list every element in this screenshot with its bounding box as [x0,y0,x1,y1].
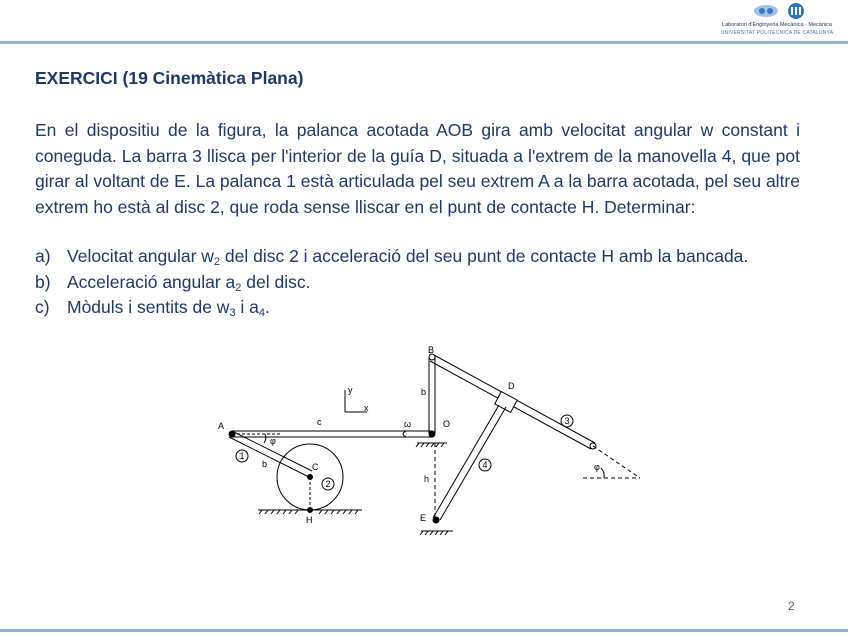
label-B: B [428,345,435,355]
label-y: y [348,385,353,395]
label-D: D [508,381,515,391]
label-n4: 4 [482,460,488,470]
logo-text-lab: Laboratori d'Enginyeria Mecànica · Mecànica [722,22,832,28]
page-number: 2 [788,599,795,613]
question-a [35,244,800,270]
question-marker: b) [35,271,51,292]
subscript: 4 [258,307,266,319]
question-c [35,295,800,321]
subscript: 3 [229,307,236,319]
question-text: Acceleració angular a [67,271,236,292]
label-C: C [312,462,319,472]
university-logo [712,2,842,38]
label-x: x [364,403,369,413]
header-rule [0,41,848,44]
question-text: . [265,297,270,317]
mechanism-figure [210,343,650,543]
question-b [35,270,800,296]
label-H: H [306,515,313,525]
label-c: c [317,417,322,427]
problem-statement: En el dispositiu de la figura, la palanca acotada AOB gira amb velocitat angular w constant i coneguda. La barra 3 llisca per l'interior de la guía D, situada a l'extrem de la manovella 4, que pot girar al voltant de E. La palanca 1 està articulada pel seu extrem A a la barra acotada, pel seu altre extrem ho està al disc 2, que roda sense lliscar en el punt de contacte H. Determinar: [35,120,800,217]
question-text: del disc 2 i acceleració del seu punt de contacte H amb la bancada. [220,246,749,266]
angle-arc-phi-2 [601,468,604,478]
logo-text-university: UNIVERSITAT POLITÈCNICA DE CATALUNYA [720,30,834,36]
label-n1: 1 [239,451,245,461]
label-b-upper: b [421,387,427,397]
footer-rule [0,629,848,632]
label-n3: 3 [564,416,570,426]
logo-icons [752,2,812,20]
label-phi-2: φ [594,462,600,472]
question-text: del disc. [241,271,311,292]
support-o [416,431,447,447]
label-h: h [424,474,430,484]
question-text: i a [235,297,259,317]
bar-b-vertical [421,357,435,434]
coordinate-axes [345,385,369,413]
omega-arrow [403,431,406,437]
label-b-lower: b [262,459,268,469]
angle-arc-phi-1 [264,434,266,443]
guide-d [495,392,517,413]
subscript: 2 [213,256,221,268]
question-text: Mòduls i sentits de w [67,297,230,317]
slide-title: EXERCICI (19 Cinemàtica Plana) [35,68,304,88]
question-marker: a) [35,246,51,266]
question-marker: c) [35,297,50,317]
label-n2: 2 [325,479,331,489]
label-A: A [218,421,225,431]
label-phi-1: φ [270,436,276,446]
label-omega: ω [404,419,412,429]
angle-phi-2 [583,446,640,478]
label-O: O [443,419,451,429]
label-E: E [420,513,427,523]
question-text: Velocitat angular w [67,246,214,266]
question-list [35,244,800,321]
subscript: 2 [235,281,242,294]
